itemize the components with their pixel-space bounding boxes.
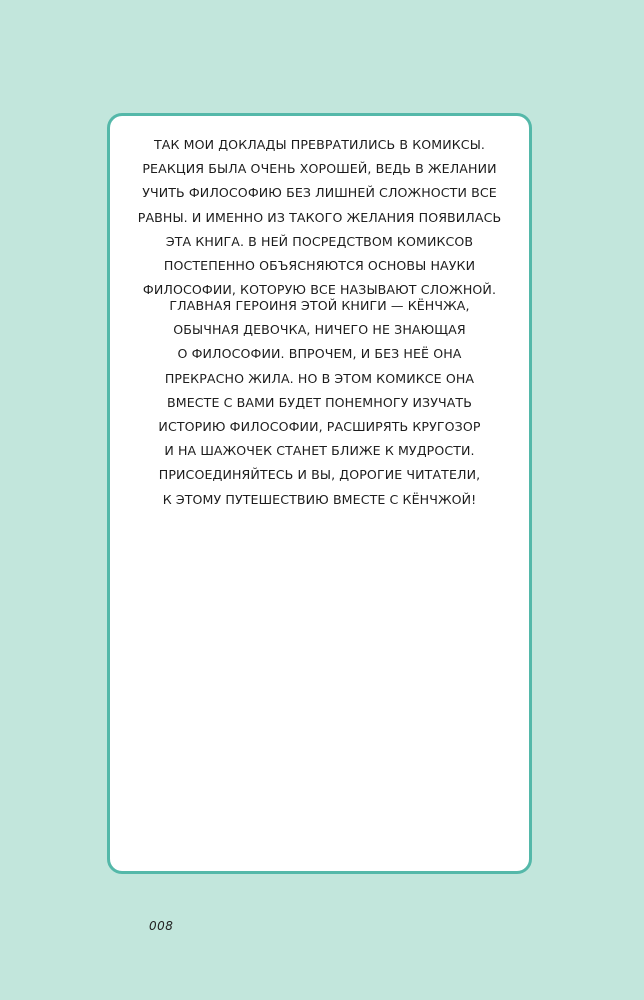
paragraph-line: УЧИТЬ ФИЛОСОФИЮ БЕЗ ЛИШНЕЙ СЛОЖНОСТИ ВСЕ [142, 185, 497, 201]
paragraph-2 [110, 294, 529, 512]
paragraph-line: ТАК МОИ ДОКЛАДЫ ПРЕВРАТИЛИСЬ В КОМИКСЫ. [153, 137, 486, 152]
paragraph-line: ПРЕКРАСНО ЖИЛА. НО В ЭТОМ КОМИКСЕ ОНА [164, 370, 475, 386]
paragraph-line: ПОСТЕПЕННО ОБЪЯСНЯЮТСЯ ОСНОВЫ НАУКИ [163, 257, 476, 273]
paragraph-line: О ФИЛОСОФИИ. ВПРОЧЕМ, И БЕЗ НЕЁ ОНА [177, 346, 462, 362]
paragraph-line: ОБЫЧНАЯ ДЕВОЧКА, НИЧЕГО НЕ ЗНАЮЩАЯ [173, 322, 466, 338]
paragraph-line: К ЭТОМУ ПУТЕШЕСТВИЮ ВМЕСТЕ С КЁНЧЖОЙ! [162, 491, 477, 507]
page-number: 008 [149, 919, 174, 933]
paragraph-line: ПРИСОЕДИНЯЙТЕСЬ И ВЫ, ДОРОГИЕ ЧИТАТЕЛИ, [158, 467, 481, 483]
paragraph-line: ФИЛОСОФИИ, КОТОРУЮ ВСЕ НАЗЫВАЮТ СЛОЖНОЙ. [142, 282, 497, 298]
paragraph-line: РЕАКЦИЯ БЫЛА ОЧЕНЬ ХОРОШЕЙ, ВЕДЬ В ЖЕЛАНИИ [142, 161, 497, 177]
paragraph-line: РАВНЫ. И ИМЕННО ИЗ ТАКОГО ЖЕЛАНИЯ ПОЯВИЛАСЬ [137, 209, 502, 225]
paragraph-line: ЭТА КНИГА. В НЕЙ ПОСРЕДСТВОМ КОМИКСОВ [165, 233, 474, 249]
paragraph-line: ГЛАВНАЯ ГЕРОИНЯ ЭТОЙ КНИГИ — КЁНЧЖА, [169, 298, 470, 313]
paragraph-line: И НА ШАЖОЧЕК СТАНЕТ БЛИЖЕ К МУДРОСТИ. [164, 443, 475, 459]
paragraph-line: ВМЕСТЕ С ВАМИ БУДЕТ ПОНЕМНОГУ ИЗУЧАТЬ [167, 394, 472, 410]
text-card [107, 113, 532, 874]
paragraph-line: ИСТОРИЮ ФИЛОСОФИИ, РАСШИРЯТЬ КРУГОЗОР [158, 418, 481, 434]
paragraph-1 [110, 133, 529, 302]
